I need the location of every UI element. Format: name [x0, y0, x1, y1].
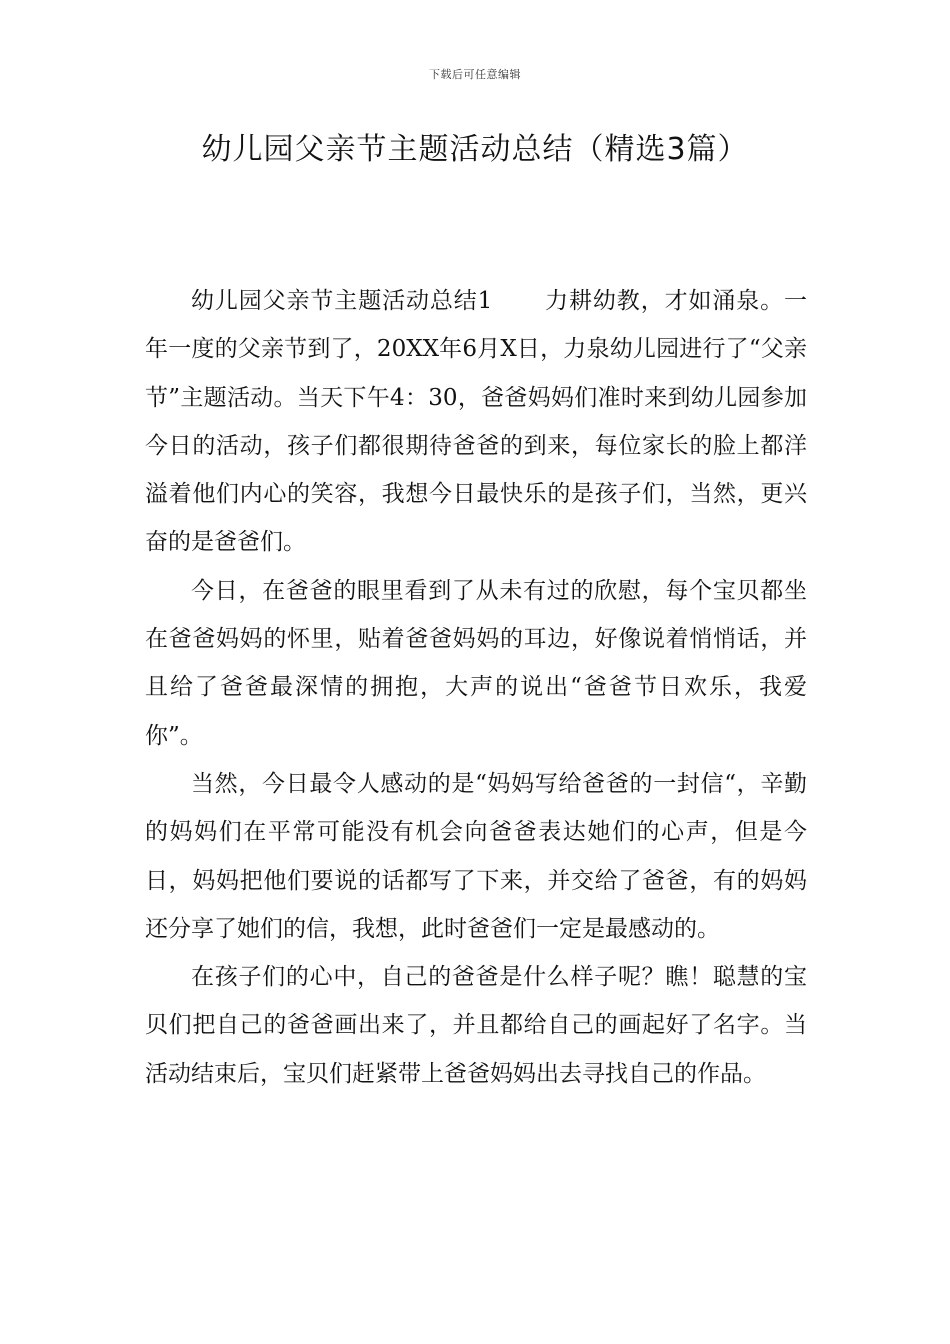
paragraph-1-text: 力耕幼教，才如涌泉。一年一度的父亲节到了，20XX年6月X日，力泉幼儿园进行了“父亲节”主题活动。当天下午4：30，爸爸妈妈们准时来到幼儿园参加今日的活动，孩子们都很期待爸爸的到来，每位家长的脸上都洋溢着他们内心的笑容，我想今日最快乐的是孩子们，当然，更兴奋的是爸爸们。 — [145, 288, 808, 556]
document-body — [145, 277, 807, 1098]
document-title: 幼儿园父亲节主题活动总结（精选3篇） — [201, 132, 749, 167]
paragraph-4: 在孩子们的心中，自己的爸爸是什么样子呢？瞧！聪慧的宝贝们把自己的爸爸画出来了，并且都给自己的画起好了名字。当活动结束后，宝贝们赶紧带上爸爸妈妈出去寻找自己的作品。 — [145, 964, 807, 1087]
page-header-note: 下载后可任意编辑 — [429, 68, 521, 81]
paragraph-2: 今日，在爸爸的眼里看到了从未有过的欣慰，每个宝贝都坐在爸爸妈妈的怀里，贴着爸爸妈妈的耳边，好像说着悄悄话，并且给了爸爸最深情的拥抱，大声的说出“爸爸节日欢乐，我爱你”。 — [145, 577, 807, 749]
section-heading: 幼儿园父亲节主题活动总结1 — [191, 288, 493, 314]
paragraph-3: 当然，今日最令人感动的是“妈妈写给爸爸的一封信“，辛勤的妈妈们在平常可能没有机会向爸爸表达她们的心声，但是今日，妈妈把他们要说的话都写了下来，并交给了爸爸，有的妈妈还分享了她们的信，我想，此时爸爸们一定是最感动的。 — [145, 770, 807, 942]
paragraph-1 — [145, 277, 807, 567]
